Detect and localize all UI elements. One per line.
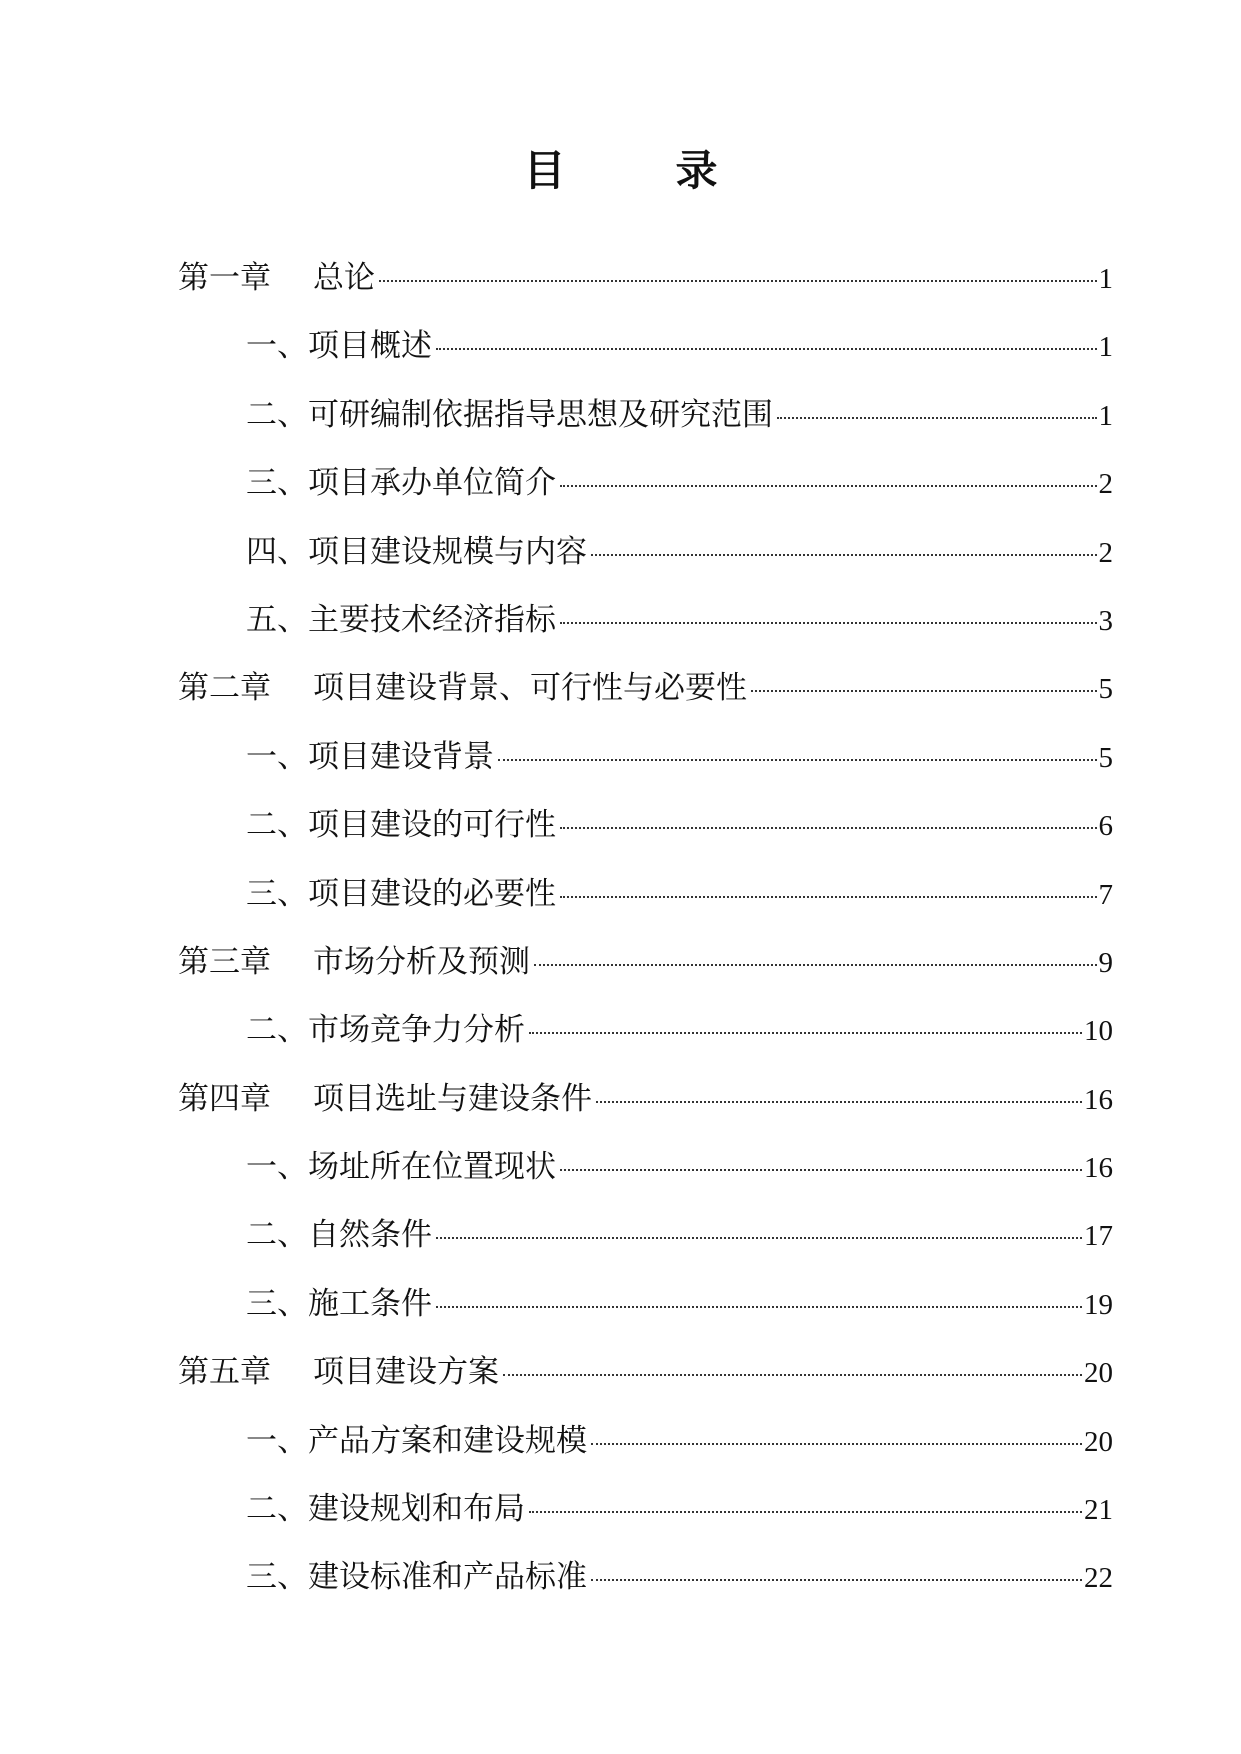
toc-page-number: 1 — [1098, 331, 1113, 364]
toc-entry-title: 三、项目承办单位简介 — [246, 465, 556, 502]
toc-dot-leader — [596, 1101, 1082, 1103]
toc-chapter-entry[interactable] — [178, 258, 1113, 326]
toc-section-entry[interactable] — [178, 1147, 1113, 1215]
toc-entry-title: 一、场址所在位置现状 — [246, 1149, 556, 1186]
toc-entry-title: 三、建设标准和产品标准 — [246, 1559, 587, 1596]
toc-dot-leader — [529, 1032, 1082, 1034]
toc-page-number: 1 — [1098, 263, 1113, 295]
toc-section-entry[interactable] — [178, 1010, 1113, 1078]
toc-dot-leader — [560, 896, 1097, 898]
toc-page-number: 5 — [1098, 741, 1113, 774]
toc-entry-title: 三、项目建设的必要性 — [246, 875, 556, 912]
toc-page-number: 6 — [1098, 810, 1113, 843]
toc-chapter-entry[interactable] — [178, 1079, 1113, 1147]
toc-dot-leader — [560, 1169, 1082, 1171]
toc-page-number: 2 — [1098, 468, 1113, 501]
toc-entry-title: 二、项目建设的可行性 — [246, 807, 556, 844]
toc-section-entry[interactable] — [178, 874, 1113, 942]
toc-section-entry[interactable] — [178, 463, 1113, 531]
toc-page-number: 16 — [1084, 1083, 1113, 1116]
toc-entry-title: 项目选址与建设条件 — [313, 1080, 592, 1117]
toc-entry-title: 二、可研编制依据指导思想及研究范围 — [246, 396, 773, 433]
toc-title — [0, 138, 1241, 198]
toc-entry-title: 市场分析及预测 — [313, 943, 530, 980]
toc-page-number: 2 — [1098, 536, 1113, 569]
toc-dot-leader — [591, 1443, 1082, 1445]
toc-page-number: 5 — [1098, 673, 1113, 706]
toc-page-number: 22 — [1084, 1562, 1113, 1595]
toc-section-entry[interactable] — [178, 326, 1113, 394]
toc-entry-title: 四、项目建设规模与内容 — [246, 533, 587, 570]
toc-entry-title: 总论 — [313, 260, 375, 296]
toc-page-number: 1 — [1098, 399, 1113, 432]
toc-dot-leader — [436, 1237, 1082, 1239]
toc-section-entry[interactable] — [178, 532, 1113, 600]
toc-page-number: 10 — [1084, 1015, 1113, 1048]
toc-entry-title: 二、自然条件 — [246, 1217, 432, 1254]
toc-entry-title: 二、建设规划和布局 — [246, 1491, 525, 1528]
toc-section-entry[interactable] — [178, 1557, 1113, 1625]
toc-dot-leader — [560, 485, 1097, 487]
toc-section-entry[interactable] — [178, 1215, 1113, 1283]
toc-chapter-number: 第五章 — [178, 1354, 271, 1391]
toc-entry-title: 一、项目建设背景 — [246, 738, 494, 775]
toc-chapter-number: 第二章 — [178, 670, 271, 707]
toc-dot-leader — [503, 1374, 1082, 1376]
toc-section-entry[interactable] — [178, 600, 1113, 668]
toc-dot-leader — [498, 759, 1097, 761]
toc-section-entry[interactable] — [178, 1421, 1113, 1489]
toc-dot-leader — [591, 1579, 1082, 1581]
toc-dot-leader — [529, 1511, 1082, 1513]
toc-section-entry[interactable] — [178, 737, 1113, 805]
toc-dot-leader — [560, 622, 1097, 624]
toc-entry-title: 五、主要技术经济指标 — [246, 601, 556, 638]
toc-entry-title: 项目建设方案 — [313, 1354, 499, 1391]
toc-dot-leader — [751, 690, 1097, 692]
toc-dot-leader — [777, 417, 1097, 419]
toc-page-number: 9 — [1098, 946, 1113, 979]
toc-dot-leader — [436, 348, 1097, 350]
toc-dot-leader — [560, 827, 1097, 829]
toc-page-number: 7 — [1098, 878, 1113, 911]
toc-chapter-entry[interactable] — [178, 668, 1113, 736]
toc-section-entry[interactable] — [178, 1489, 1113, 1557]
toc-page-number: 19 — [1084, 1288, 1113, 1321]
toc-entry-title: 一、产品方案和建设规模 — [246, 1422, 587, 1459]
toc-page-number: 16 — [1084, 1152, 1113, 1185]
toc-entry-title: 一、项目概述 — [246, 328, 432, 365]
toc-section-entry[interactable] — [178, 805, 1113, 873]
toc-chapter-entry[interactable] — [178, 1352, 1113, 1420]
toc-dot-leader — [534, 964, 1097, 966]
toc-page-number: 3 — [1098, 604, 1113, 637]
toc-dot-leader — [591, 554, 1097, 556]
toc-section-entry[interactable] — [178, 395, 1113, 463]
toc-entry-title: 项目建设背景、可行性与必要性 — [313, 670, 747, 707]
toc-entry-title: 三、施工条件 — [246, 1285, 432, 1322]
toc-title-char-1: 目 — [523, 146, 566, 195]
toc-chapter-number: 第三章 — [178, 943, 271, 980]
toc-entry-title: 二、市场竞争力分析 — [246, 1012, 525, 1049]
toc-page-number: 21 — [1084, 1494, 1113, 1527]
toc-page-number: 20 — [1084, 1357, 1113, 1390]
toc-title-char-2: 录 — [675, 146, 718, 195]
toc-list — [178, 258, 1113, 1626]
toc-section-entry[interactable] — [178, 1284, 1113, 1352]
toc-page-number: 20 — [1084, 1425, 1113, 1458]
toc-chapter-entry[interactable] — [178, 942, 1113, 1010]
toc-dot-leader — [436, 1306, 1082, 1308]
toc-page-number: 17 — [1084, 1220, 1113, 1253]
toc-chapter-number: 第一章 — [178, 260, 271, 296]
toc-dot-leader — [379, 280, 1097, 282]
toc-chapter-number: 第四章 — [178, 1080, 271, 1117]
